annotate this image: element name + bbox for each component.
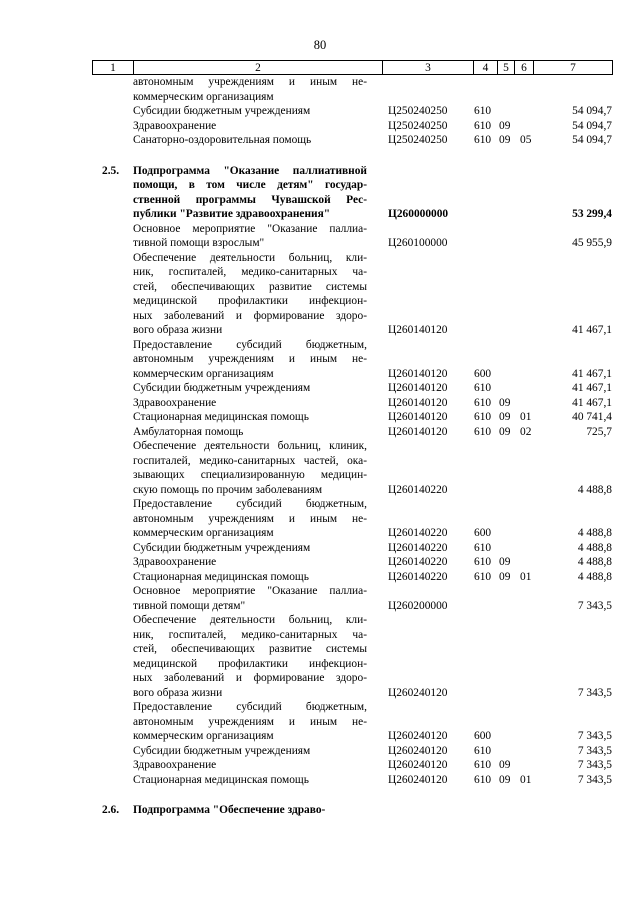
expense-type-code: 610 (474, 411, 492, 423)
row-name (133, 425, 367, 440)
budget-table-body (92, 75, 612, 818)
row-name-line: ных заболеваний и формирование здоро- (133, 672, 367, 684)
section-code: 09 (499, 119, 511, 132)
row-name-line: Подпрограмма "Обеспечение здраво- (133, 804, 326, 816)
row-name-line: Обеспечение деятельности больниц, кли- (133, 614, 367, 626)
column-number-6: 6 (515, 61, 534, 75)
table-row (92, 381, 612, 396)
row-name (133, 410, 367, 425)
table-row (92, 251, 612, 338)
amount: 7 343,5 (577, 730, 612, 742)
table-row (92, 497, 612, 541)
expense-type-code: 610 (474, 556, 492, 568)
amount: 53 299,4 (572, 208, 612, 220)
target-item-code: Ц260140220 (388, 541, 448, 554)
expense-type-code: 610 (474, 134, 492, 146)
row-name (133, 758, 367, 773)
table-row (92, 700, 612, 744)
expense-type-code: 610 (474, 425, 492, 438)
section-code: 09 (499, 134, 511, 146)
expense-type-code: 600 (474, 730, 492, 742)
target-item-code: Ц250240250 (388, 134, 448, 146)
amount: 41 467,1 (572, 382, 612, 394)
row-name-line: Предоставление субсидий бюджетным, (133, 338, 367, 351)
column-number-2: 2 (134, 61, 383, 75)
target-item-code: Ц260240120 (388, 759, 448, 771)
table-row (92, 338, 612, 382)
row-name (133, 541, 367, 556)
subsection-code: 02 (520, 425, 532, 438)
row-name (133, 133, 367, 148)
target-item-code: Ц260140120 (388, 411, 448, 423)
table-row (92, 541, 612, 556)
row-name-line: ник, госпиталей, медико-санитарных ча- (133, 628, 367, 641)
expense-type-code: 610 (474, 773, 492, 786)
section-code: 09 (499, 411, 511, 423)
expense-type-code: 610 (474, 541, 492, 554)
column-number-7: 7 (534, 61, 613, 75)
table-row (92, 104, 612, 119)
target-item-code: Ц260100000 (388, 237, 448, 249)
expense-type-code: 610 (474, 759, 492, 771)
expense-type-code: 600 (474, 527, 492, 539)
section-number: 2.5. (102, 164, 120, 177)
row-name-line: стей, обеспечивающих развитие системы (133, 280, 367, 293)
column-header-table (92, 60, 613, 75)
row-name (133, 338, 367, 382)
amount: 7 343,5 (577, 759, 612, 771)
row-name-line: Предоставление субсидий бюджетным, (133, 701, 367, 713)
expense-type-code: 600 (474, 367, 492, 380)
page-number: 80 (313, 38, 327, 52)
row-name (133, 164, 367, 222)
row-name-line: Стационарная медицинская помощь (133, 411, 309, 423)
section-code: 09 (499, 570, 511, 583)
row-name-line: ник, госпиталей, медико-санитарных ча- (133, 266, 367, 278)
subsection-code: 01 (520, 773, 532, 786)
row-name-line: вого образа жизни (133, 686, 223, 699)
row-name-line: Здравоохранение (133, 556, 217, 568)
target-item-code: Ц260140220 (388, 483, 448, 496)
row-name-line: вого образа жизни (133, 324, 223, 336)
target-item-code: Ц260140120 (388, 324, 448, 336)
row-name-line: Обеспечение деятельности больниц, клиник, (133, 440, 367, 452)
target-item-code: Ц260140220 (388, 570, 448, 583)
row-name-line: автономным учреждениям и иным не- (133, 76, 367, 88)
amount: 7 343,5 (577, 773, 612, 786)
target-item-code: Ц260140120 (388, 425, 448, 438)
row-name-line: скую помощь по прочим заболеваниям (133, 483, 323, 496)
subsection-code: 01 (520, 570, 532, 583)
amount: 4 488,8 (577, 541, 612, 554)
table-row (92, 758, 612, 773)
table-row (92, 570, 612, 585)
expense-type-code: 610 (474, 570, 492, 583)
row-name (133, 75, 367, 104)
row-name-line: Основное мероприятие "Оказание паллиа- (133, 222, 367, 235)
amount: 4 488,8 (577, 556, 612, 568)
expense-type-code: 610 (474, 119, 492, 132)
amount: 41 467,1 (572, 367, 612, 380)
amount: 41 467,1 (572, 324, 612, 336)
amount: 40 741,4 (572, 411, 612, 423)
amount: 54 094,7 (572, 134, 612, 146)
row-name (133, 396, 367, 411)
row-name (133, 584, 367, 613)
row-name-line: Субсидии бюджетным учреждениям (133, 105, 311, 117)
expense-type-code: 610 (474, 396, 492, 409)
row-name-line: тивной помощи детям" (133, 599, 246, 612)
target-item-code: Ц260140120 (388, 367, 448, 380)
table-row (92, 410, 612, 425)
row-name-line: Подпрограмма "Оказание паллиативной (133, 164, 367, 177)
amount: 725,7 (586, 425, 612, 438)
row-name (133, 104, 367, 119)
row-name-line: Стационарная медицинская помощь (133, 570, 309, 583)
row-name (133, 119, 367, 134)
row-name-line: коммерческим организациям (133, 90, 274, 103)
target-item-code: Ц260140220 (388, 556, 448, 568)
row-name-line: Предоставление субсидий бюджетным, (133, 498, 367, 510)
target-item-code: Ц260140120 (388, 396, 448, 409)
table-row (92, 396, 612, 411)
section-number: 2.6. (102, 804, 120, 816)
table-row (92, 773, 612, 788)
row-name-line: Основное мероприятие "Оказание паллиа- (133, 585, 367, 597)
section-code: 09 (499, 773, 511, 786)
expense-type-code: 610 (474, 744, 492, 757)
row-name-line: ных заболеваний и формирование здоро- (133, 309, 367, 322)
amount: 4 488,8 (577, 527, 612, 539)
row-name (133, 497, 367, 541)
target-item-code: Ц260000000 (388, 208, 449, 220)
row-name-line: Субсидии бюджетным учреждениям (133, 382, 311, 394)
table-row (92, 119, 612, 134)
row-name-line: тивной помощи взрослым" (133, 237, 265, 249)
table-row (92, 584, 612, 613)
expense-type-code: 610 (474, 382, 492, 394)
amount: 7 343,5 (577, 686, 612, 699)
row-name (133, 439, 367, 497)
row-name-line: публики "Развитие здравоохранения" (133, 208, 331, 220)
row-name (133, 251, 367, 338)
subsection-code: 01 (520, 411, 532, 423)
row-name-line: Здравоохранение (133, 759, 217, 771)
amount: 45 955,9 (572, 237, 612, 249)
row-name-line: автономным учреждениям и иным не- (133, 353, 367, 365)
amount: 41 467,1 (572, 396, 612, 409)
row-name-line: Санаторно-оздоровительная помощь (133, 134, 312, 146)
target-item-code: Ц250240250 (388, 105, 448, 117)
target-item-code: Ц260240120 (388, 730, 448, 742)
table-row (92, 439, 612, 497)
row-name-line: Субсидии бюджетным учреждениям (133, 744, 311, 757)
row-name-line: ственной программы Чувашской Рес- (133, 193, 367, 206)
table-row (92, 613, 612, 700)
row-name (133, 555, 367, 570)
row-name (133, 700, 367, 744)
expense-type-code: 610 (474, 105, 492, 117)
row-name-line: автономным учреждениям и иным не- (133, 512, 367, 525)
target-item-code: Ц260140120 (388, 382, 448, 394)
table-row (92, 75, 612, 104)
section-heading-row (92, 164, 612, 222)
row-name (133, 773, 367, 788)
amount: 54 094,7 (572, 105, 612, 117)
target-item-code: Ц250240250 (388, 119, 448, 132)
row-name-line: медицинской профилактики инфекцион- (133, 657, 367, 670)
amount: 54 094,7 (572, 119, 612, 132)
subsection-code: 05 (520, 134, 532, 146)
row-name (133, 381, 367, 396)
row-name (133, 744, 367, 759)
row-name-line: Амбулаторная помощь (133, 425, 244, 438)
row-name (133, 803, 367, 818)
row-name-line: Субсидии бюджетным учреждениям (133, 541, 311, 554)
amount: 4 488,8 (577, 483, 612, 496)
row-name-line: стей, обеспечивающих развитие системы (133, 643, 367, 655)
target-item-code: Ц260240120 (388, 744, 448, 757)
section-code: 09 (499, 396, 511, 409)
amount: 4 488,8 (577, 570, 612, 583)
table-row (92, 744, 612, 759)
column-number-row (93, 61, 613, 75)
target-item-code: Ц260200000 (388, 599, 448, 612)
row-name (133, 222, 367, 251)
target-item-code: Ц260240120 (388, 686, 448, 699)
row-name-line: медицинской профилактики инфекцион- (133, 295, 367, 307)
column-number-4: 4 (474, 61, 498, 75)
target-item-code: Ц260240120 (388, 773, 448, 786)
row-name-line: Здравоохранение (133, 396, 217, 409)
row-name-line: Стационарная медицинская помощь (133, 773, 309, 786)
column-number-3: 3 (383, 61, 474, 75)
column-number-1: 1 (93, 61, 134, 75)
section-code: 09 (499, 425, 511, 438)
row-name-line: коммерческим организациям (133, 367, 274, 380)
amount: 7 343,5 (577, 599, 612, 612)
section-code: 09 (499, 556, 511, 568)
table-row (92, 222, 612, 251)
row-name-line: коммерческим организациям (133, 730, 274, 742)
row-name-line: Обеспечение деятельности больниц, кли- (133, 251, 367, 264)
row-name-line: госпиталей, медико-санитарных частей, ока- (133, 454, 367, 467)
table-row (92, 425, 612, 440)
amount: 7 343,5 (577, 744, 612, 757)
section-code: 09 (499, 759, 511, 771)
row-name (133, 613, 367, 700)
row-name-line: помощи, в том числе детям" государ- (133, 179, 367, 191)
row-name-line: зывающих специализированную медицин- (133, 469, 367, 481)
column-number-5: 5 (498, 61, 515, 75)
row-name-line: коммерческим организациям (133, 527, 274, 539)
table-row (92, 133, 612, 148)
table-row (92, 555, 612, 570)
section-heading-row (92, 803, 612, 818)
target-item-code: Ц260140220 (388, 527, 448, 539)
row-name (133, 570, 367, 585)
row-name-line: Здравоохранение (133, 119, 217, 132)
row-name-line: автономным учреждениям и иным не- (133, 715, 367, 728)
